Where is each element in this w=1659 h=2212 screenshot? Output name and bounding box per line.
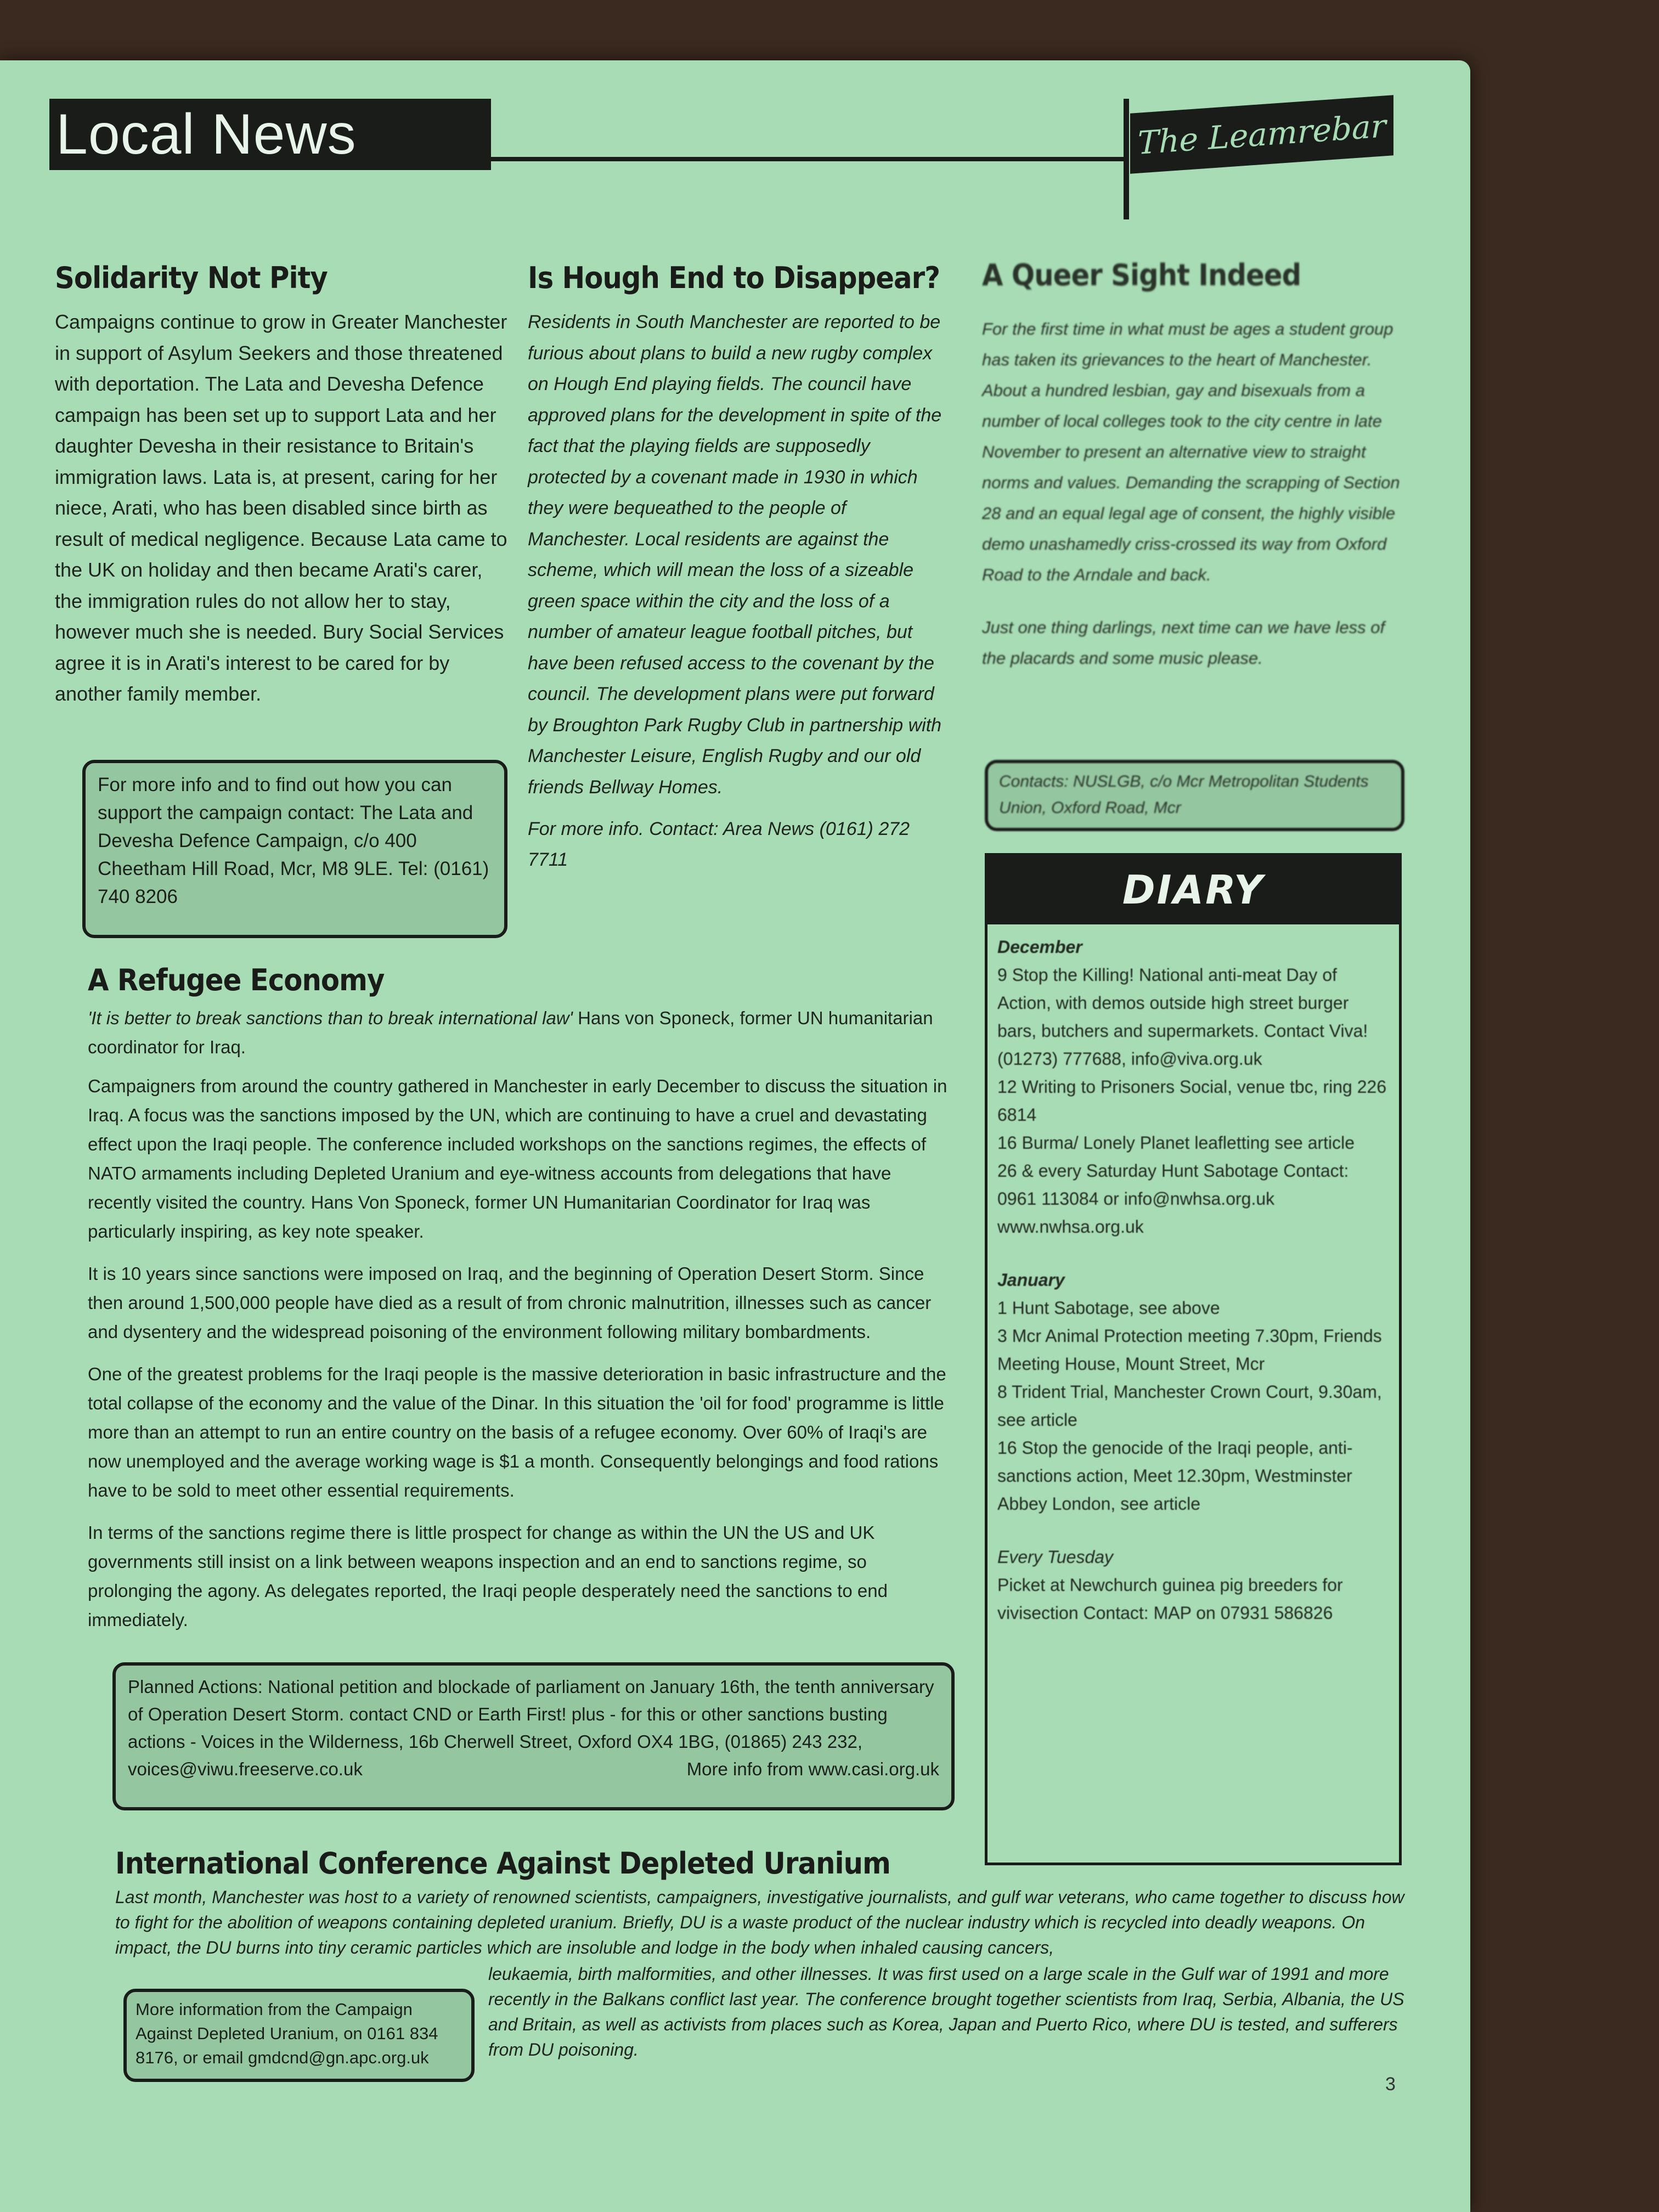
article-depleted-uranium: [115, 1846, 1415, 1960]
diary-entries: [988, 924, 1399, 1636]
article-queer-sight: [982, 258, 1404, 674]
article-body-bottom: leukaemia, birth malformities, and other illnesses. It was first used on a large scale in the Gulf war of 1991 and more recently in the Balkans conflict last year. The conference brought together scientists from Iraq, Serbia, Albania, the US and Britain, as well as activists from places such as Korea, Japan and Puerto Rico, where DU is tested, and sufferers from DU poisoning.: [488, 1964, 1404, 2059]
quote-text: 'It is better to break sanctions than to break international law': [88, 1008, 573, 1028]
article-body: Residents in South Manchester are reported to be furious about plans to build a new rugby complex on Hough End playing fields. The council have approved plans for the development in spite of the fact that the playing fields are supposedly protected by a covenant made in 1930 in which they were bequeathed to the people of Manchester. Local residents are against the scheme, which will mean the loss of a sizeable green space within the city and the loss of a number of amateur league football pitches, but have been refused access to the covenant by the council. The development plans were put forward by Broughton Park Rugby Club in partnership with Manchester Leisure, English Rugby and our old friends Bellway Homes.: [528, 312, 942, 798]
diary-entry: 16 Burma/ Lonely Planet leafletting see article: [997, 1133, 1355, 1153]
logo-flag-pole: [1124, 99, 1129, 219]
article-title: Solidarity Not Pity: [55, 261, 328, 295]
planned-actions-text: Planned Actions: National petition and blockade of parliament on January 16th, the tenth anniversary of Operation Desert Storm. contact CND or Earth First! plus - for this or other sanctions busting actions - Voices in the Wilderness, 16b Cherwell Street, Oxford OX4 1BG, (01865) 243 232, voices@viwu.freeserve.co.uk: [128, 1677, 934, 1779]
masthead-logo: The Leamrebar: [1130, 95, 1393, 174]
section-title: Local News: [49, 99, 491, 170]
article-refugee-economy: [88, 963, 955, 1647]
article-body: Campaigns continue to grow in Greater Manchester in support of Asylum Seekers and those threatened with deportation. The Lata and Devesha Defence campaign has been set up to support Lata and her daughter Devesha in their resistance to Britain's immigration laws. Lata is, at present, caring for her niece, Arati, who has been disabled since birth as result of medical negligence. Because Lata came to the UK on holiday and then became Arati's carer, the immigration rules do not allow her to stay, however much she is needed. Bury Social Services agree it is in Arati's interest to be cared for by another family member.: [55, 311, 507, 705]
article-contact: For more info. Contact: Area News (0161) 272 7711: [528, 819, 910, 870]
paragraph: Campaigners from around the country gathered in Manchester in early December to discuss the situation in Iraq. A focus was the sanctions imposed by the UN, which are continuing to have a cruel and devastating effect upon the Iraqi people. The conference included workshops on the sanctions regimes, the effects of NATO armaments including Depleted Uranium and eye-witness accounts from delegations that have recently visited the country. Hans Von Sponeck, former UN Humanitarian Coordinator for Iraq was particularly inspiring, as key note speaker.: [88, 1076, 947, 1242]
diary-entry: 8 Trident Trial, Manchester Crown Court, 9.30am, see article: [997, 1382, 1382, 1430]
contact-box-queer: Contacts: NUSLGB, c/o Mcr Metropolitan Students Union, Oxford Road, Mcr: [985, 760, 1404, 831]
paragraph: In terms of the sanctions regime there is little prospect for change as within the UN the US and UK governments still insist on a link between weapons inspection and an end to sanctions regime, so prolonging the agony. As delegates reported, the Iraqi people desperately need the sanctions to end immediately.: [88, 1522, 888, 1630]
article-title: A Queer Sight Indeed: [982, 258, 1301, 292]
article-quote: [88, 1003, 955, 1062]
diary-entry: Picket at Newchurch guinea pig breeders for vivisection Contact: MAP on 07931 586826: [997, 1575, 1343, 1623]
article-body-2: Just one thing darlings, next time can we have less of the placards and some music please.: [982, 618, 1385, 668]
quote-attribution: Hans von Sponeck, former UN humanitarian coordinator for Iraq.: [88, 1008, 933, 1057]
diary-month-december: December: [997, 937, 1082, 957]
diary-panel: [985, 853, 1402, 1865]
diary-entry: 1 Hunt Sabotage, see above: [997, 1298, 1220, 1318]
diary-every-tuesday: Every Tuesday: [997, 1547, 1114, 1567]
contact-box-uranium: More information from the Campaign Against Depleted Uranium, on 0161 834 8176, or email gmdcnd@gn.apc.org.uk: [123, 1989, 475, 2082]
paragraph: One of the greatest problems for the Iraqi people is the massive deterioration in basic infrastructure and the total collapse of the economy and the value of the Dinar. In this situation the 'oil for food' programme is little more than an attempt to run an entire country on the basis of a refugee economy. Over 60% of Iraqi's are now unemployed and the average working wage is $1 a month. Consequently belongings and food rations have to be sold to meet other essential requirements.: [88, 1364, 946, 1500]
diary-entry: 3 Mcr Animal Protection meeting 7.30pm, Friends Meeting House, Mount Street, Mcr: [997, 1326, 1382, 1374]
article-body: For the first time in what must be ages a student group has taken its grievances to the heart of Manchester. About a hundred lesbian, gay and bisexuals from a number of local colleges took to the city centre in late November to present an alternative view to straight norms and values. Demanding the scrapping of Section 28 and an equal legal age of consent, the highly visible demo unashamedly criss-crossed its way from Oxford Road to the Arndale and back.: [982, 319, 1400, 584]
diary-entry: 16 Stop the genocide of the Iraqi people, anti-sanctions action, Meet 12.30pm, Westminster Abbey London, see article: [997, 1438, 1353, 1514]
diary-entry: 26 & every Saturday Hunt Sabotage Contact: 0961 113084 or info@nwhsa.org.uk www.nwhsa.org.uk: [997, 1161, 1349, 1237]
article-title: Is Hough End to Disappear?: [528, 261, 940, 295]
diary-title: DIARY: [988, 856, 1399, 924]
page-number: 3: [1385, 2074, 1396, 2095]
header-rule: [491, 157, 1125, 161]
article-hough-end: [528, 261, 945, 875]
diary-entry: 12 Writing to Prisoners Social, venue tbc, ring 226 6814: [997, 1077, 1387, 1125]
diary-month-january: January: [997, 1270, 1065, 1290]
planned-actions-more-info: More info from www.casi.org.uk: [686, 1759, 939, 1779]
article-title: A Refugee Economy: [88, 963, 385, 997]
article-solidarity: [55, 261, 510, 710]
article-body: [88, 1071, 955, 1634]
article-body-top: Last month, Manchester was host to a variety of renowned scientists, campaigners, investigative journalists, and gulf war veterans, who came together to discuss how to fight for the abolition of weapons containing depleted uranium. Briefly, DU is a waste product of the nuclear industry which is recycled into deadly weapons. On impact, the DU burns into tiny ceramic particles which are insoluble and lodge in the body when inhaled causing cancers,: [115, 1887, 1404, 1957]
planned-actions-box: [112, 1662, 955, 1810]
diary-entry: 9 Stop the Killing! National anti-meat Day of Action, with demos outside high street burger bars, butchers and supermarkets. Contact Viva! (01273) 777688, info@viva.org.uk: [997, 965, 1368, 1069]
paragraph: It is 10 years since sanctions were imposed on Iraq, and the beginning of Operation Desert Storm. Since then around 1,500,000 people have died as a result of from chronic malnutrition, illnesses such as cancer and dysentery and the widespread poisoning of the environment following military bombardments.: [88, 1263, 932, 1342]
contact-box-solidarity: For more info and to find out how you can support the campaign contact: The Lata and Devesha Defence Campaign, c/o 400 Cheetham Hill Road, Mcr, M8 9LE. Tel: (0161) 740 8206: [82, 760, 507, 938]
article-title: International Conference Against Depleted Uranium: [115, 1846, 890, 1881]
